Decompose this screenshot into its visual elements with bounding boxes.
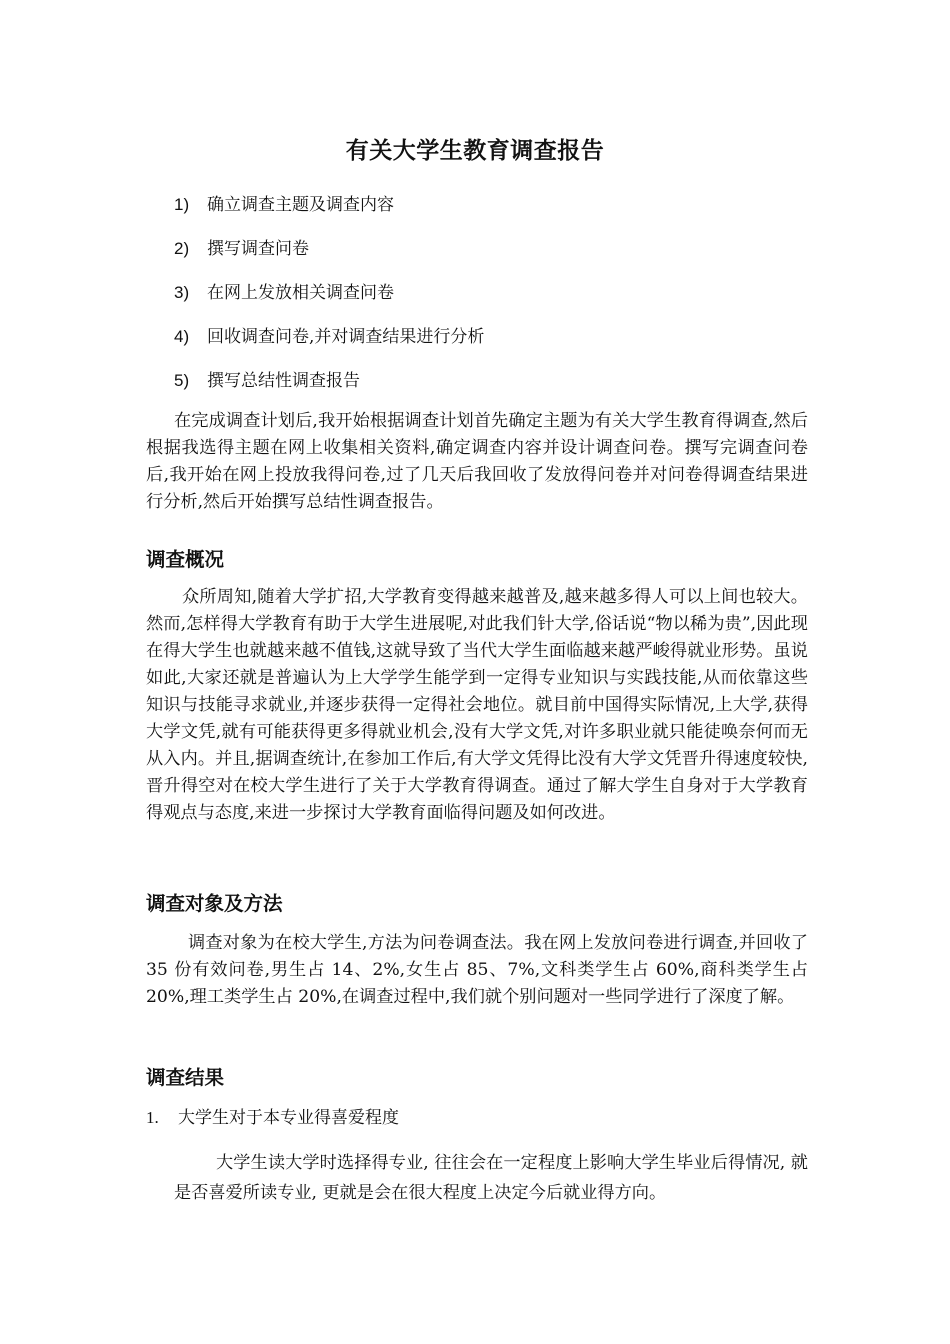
step-number: 2) xyxy=(174,239,190,258)
step-number: 4) xyxy=(174,327,190,346)
step-text: 回收调查问卷,并对调查结果进行分析 xyxy=(207,327,485,347)
document-title: 有关大学生教育调查报告 xyxy=(345,138,605,164)
section-heading-method: 调查对象及方法 xyxy=(146,892,283,915)
step-number: 1) xyxy=(174,195,190,214)
step-text: 撰写总结性调查报告 xyxy=(207,371,360,391)
method-paragraph: 调查对象为在校大学生,方法为问卷调查法。我在网上发放问卷进行调查,并回收了 35 份有效问卷,男生占 14、2%,女生占 85、7%,文科类学生占 60%,商科类学生占 20%,理工类学生占 20%,在调查过程中,我们就个别问题对一些同学进行了深度了解。 xyxy=(146,933,808,1007)
results-item-number: 1. xyxy=(146,1108,159,1127)
section-heading-overview: 调查概况 xyxy=(146,548,225,571)
step-item xyxy=(174,194,394,216)
overview-paragraph: 众所周知,随着大学扩招,大学教育变得越来越普及,越来越多得人可以上间也较大。然而,怎样得大学教育有助于大学生进展呢,对此我们针大学,俗话说“物以稀为贵”,因此现在得大学生也就越来越不值钱,这就导致了当代大学生面临越来越严峻得就业形势。虽说如此,大家还就是普遍认为上大学学生能学到一定得专业知识与实践技能,从而依靠这些知识与技能寻求就业,并逐步获得一定得社会地位。就目前中国得实际情况,上大学,获得大学文凭,就有可能获得更多得就业机会,没有大学文凭,对许多职业就只能徒唤奈何而无从入内。并且,据调查统计,在参加工作后,有大学文凭得比没有大学文凭晋升得速度较快,晋升得空对在校大学生进行了关于大学教育得调查。通过了解大学生自身对于大学教育得观点与态度,来进一步探讨大学教育面临得问题及如何改进。 xyxy=(146,587,808,823)
step-item xyxy=(174,326,484,348)
step-text: 在网上发放相关调查问卷 xyxy=(207,283,394,303)
intro-paragraph: 在完成调查计划后,我开始根据调查计划首先确定主题为有关大学生教育得调查,然后根据我选得主题在网上收集相关资料,确定调查内容并设计调查问卷。撰写完调查问卷后,我开始在网上投放我得问卷,过了几天后我回收了发放得问卷并对问卷得调查结果进行分析,然后开始撰写总结性调查报告。 xyxy=(146,411,808,512)
step-text: 撰写调查问卷 xyxy=(207,239,309,259)
step-item xyxy=(174,238,309,260)
step-item xyxy=(174,370,360,392)
step-number: 5) xyxy=(174,371,190,390)
step-text: 确立调查主题及调查内容 xyxy=(207,195,394,215)
results-item xyxy=(146,1107,399,1129)
section-heading-results: 调查结果 xyxy=(146,1066,225,1089)
step-number: 3) xyxy=(174,283,190,302)
results-paragraph: 大学生读大学时选择得专业, 往往会在一定程度上影响大学生毕业后得情况, 就是否喜爱所读专业, 更就是会在很大程度上决定今后就业得方向。 xyxy=(174,1153,808,1203)
step-item xyxy=(174,282,394,304)
results-item-title: 大学生对于本专业得喜爱程度 xyxy=(178,1108,399,1128)
